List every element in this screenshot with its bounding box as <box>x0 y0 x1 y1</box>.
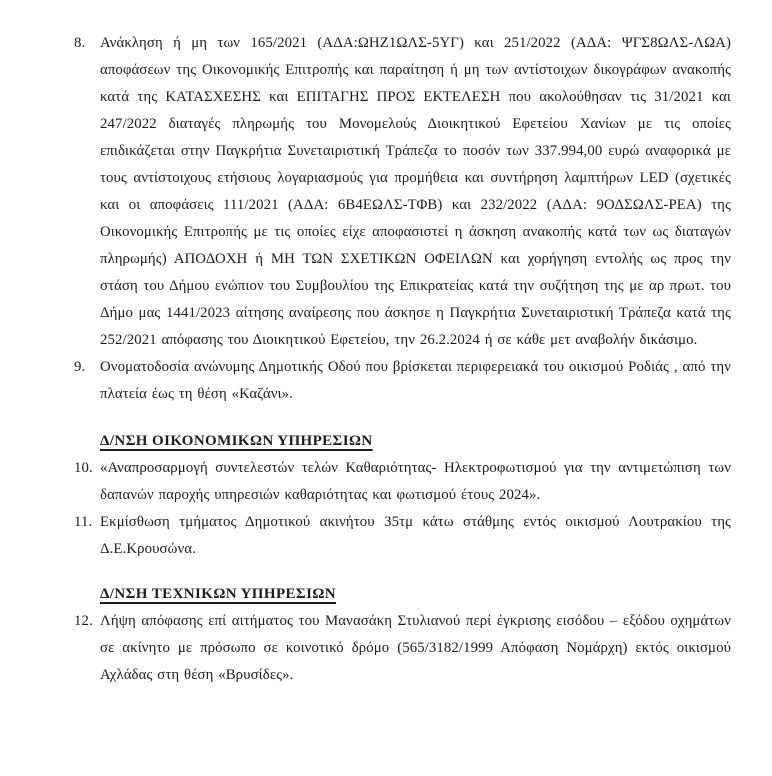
agenda-item-8 <box>74 30 731 354</box>
item-number: 12. <box>74 613 93 629</box>
item-number: 9. <box>74 359 86 375</box>
item-number: 11. <box>74 514 93 530</box>
agenda-item-11 <box>74 509 731 563</box>
agenda-item-10 <box>74 455 731 509</box>
section-heading-financial-services: Δ/ΝΣΗ ΟΙΚΟΝΟΜΙΚΩΝ ΥΠΗΡΕΣΙΩΝ <box>100 433 373 449</box>
item-text: «Αναπροσαρμογή συντελεστών τελών Καθαριότητας- Ηλεκτροφωτισμού για την αντιμετώπιση των δαπανών παροχής υπηρεσιών καθαριότητας και φωτισμού έτους 2024». <box>100 460 731 503</box>
section-heading-technical-services: Δ/ΝΣΗ ΤΕΧΝΙΚΩΝ ΥΠΗΡΕΣΙΩΝ <box>100 586 336 602</box>
agenda-item-9 <box>74 354 731 408</box>
item-number: 8. <box>74 35 86 51</box>
item-text: Ονοματοδοσία ανώνυμης Δημοτικής Οδού που βρίσκεται περιφερειακά του οικισμού Ροδιάς , από την πλατεία έως τη θέση «Καζάνι». <box>100 359 731 402</box>
item-text: Ανάκληση ή μη των 165/2021 (ΑΔΑ:ΩΗΖ1ΩΛΣ-5ΥΓ) και 251/2022 (ΑΔΑ: ΨΓΣ8ΩΛΣ-ΛΩΑ) αποφάσεων της Οικονομικής Επιτροπής και παραίτηση ή μη των αντίστοιχων δικογράφων ανακοπής κατά της ΚΑΤΑΣΧΕΣΗΣ και ΕΠΙΤΑΓΗΣ ΠΡΟΣ ΕΚΤΕΛΕΣΗ που ακολούθησαν τις 31/2021 και 247/2022 διαταγές πληρωμής του Μονομελούς Διοικητικού Εφετείου Χανίων με τις οποίες επιδικάζεται στην Παγκρήτια Συνεταιριστική Τράπεζα το ποσόν των 337.994,00 ευρώ αναφορικά με τους αντίστοιχους ετήσιους λογαριασμούς για προμήθεια και συντήρηση λαμπτήρων LED (σχετικές και οι αποφάσεις 111/2021 (ΑΔΑ: 6Β4ΕΩΛΣ-ΤΦΒ) και 232/2022 (ΑΔΑ: 9ΟΔΣΩΛΣ-ΡΕΑ) της Οικονομικής Επιτροπής με τις οποίες είχε αποφασιστεί η άσκηση ανακοπής κατά των ως διαταγών πληρωμής) ΑΠΟΔΟΧΗ ή ΜΗ ΤΩΝ ΣΧΕΤΙΚΩΝ ΟΦΕΙΛΩΝ και χορήγηση εντολής ως προς την στάση του Δήμου ενώπιον του Συμβουλίου της Επικρατείας κατά την συζήτηση της με αρ πρωτ. του Δήμο μας 1441/2023 αίτησης αναίρεσης που άσκησε η Παγκρήτια Συνεταιριστική Τράπεζα κατά της 252/2021 απόφασης του Διοικητικού Εφετείου, την 26.2.2024 ή σε κάθε μετ αναβολήν δικάσιμο. <box>100 35 731 348</box>
item-text: Εκμίσθωση τμήματος Δημοτικού ακινήτου 35τμ κάτω στάθμης εντός οικισμού Λουτρακίου της Δ.Ε.Κρουσώνα. <box>100 514 731 557</box>
agenda-item-12 <box>74 608 731 689</box>
item-text: Λήψη απόφασης επί αιτήματος του Μανασάκη Στυλιανού περί έγκρισης εισόδου – εξόδου οχημάτων σε ακίνητο με πρόσωπο σε κοινοτικό δρόμο (565/3182/1999 Απόφαση Νομάρχη) εκτός οικισμού Αχλάδας στη θέση «Βρυσίδες». <box>100 613 731 683</box>
item-number: 10. <box>74 460 93 476</box>
